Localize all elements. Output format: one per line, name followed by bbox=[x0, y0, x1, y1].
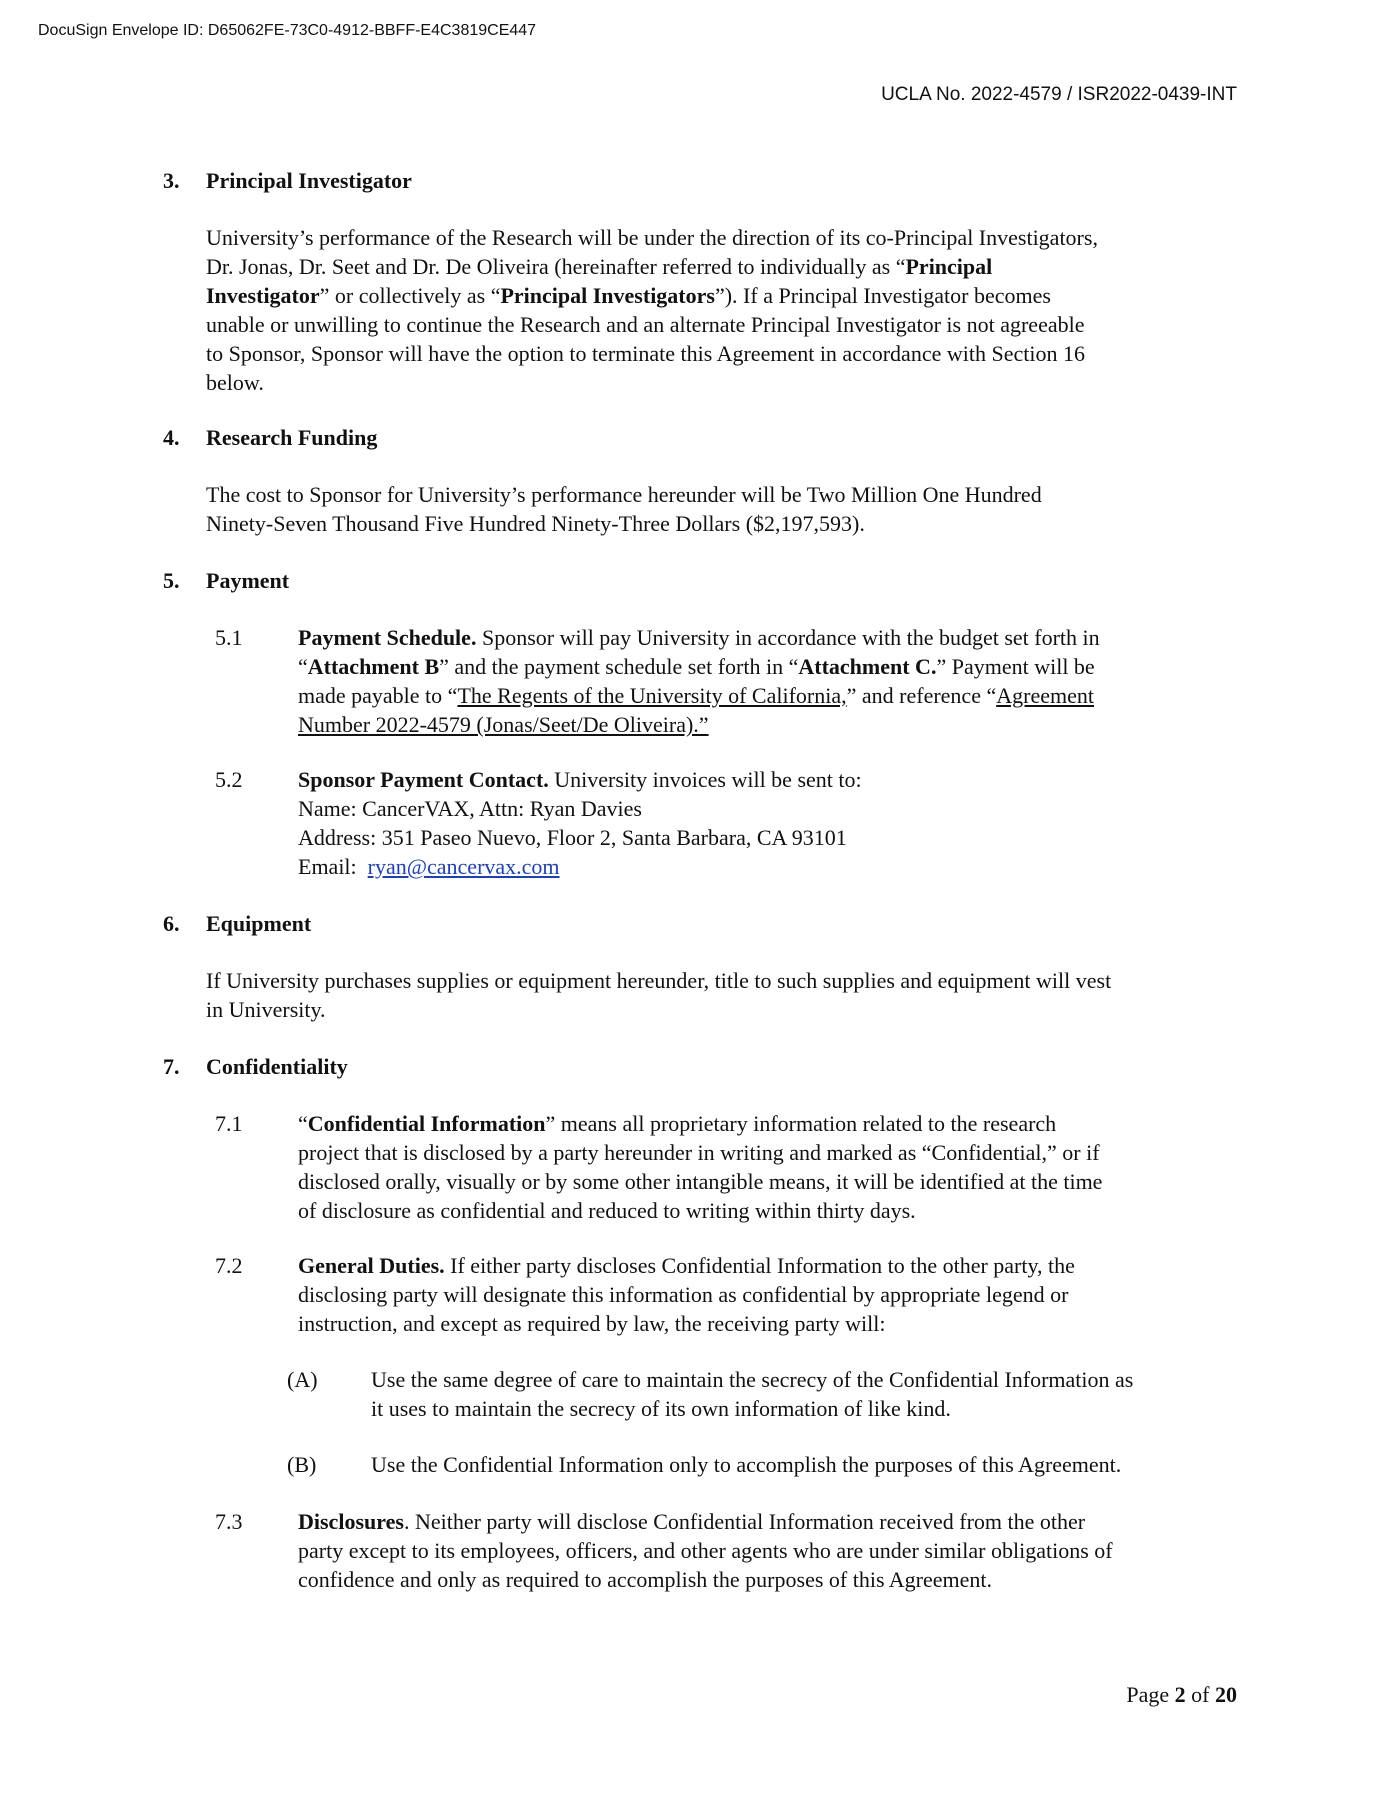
text-run: “ bbox=[298, 1111, 308, 1136]
subsection-5-2-number: 5.2 bbox=[215, 767, 243, 792]
subsection-5-1-text bbox=[298, 623, 1238, 739]
text-run: ”). If a Principal Investigator becomes bbox=[714, 283, 1051, 308]
section-6-line-2: in University. bbox=[206, 997, 326, 1022]
section-3-line-1: University’s performance of the Research will be under the direction of its co-Principal Investigators, bbox=[206, 225, 1098, 250]
section-5-number: 5. bbox=[163, 568, 180, 593]
subsection-5-1-line-3 bbox=[298, 681, 1238, 710]
subsection-7-2-number: 7.2 bbox=[215, 1253, 243, 1278]
section-3-line-6: below. bbox=[206, 370, 264, 395]
subsection-7-3-number: 7.3 bbox=[215, 1509, 243, 1534]
defined-term: Investigator bbox=[206, 283, 320, 308]
text-run: “ bbox=[298, 654, 308, 679]
section-6-paragraph bbox=[206, 966, 1236, 1024]
page-of: of bbox=[1185, 1682, 1215, 1707]
section-4-number: 4. bbox=[163, 425, 180, 450]
section-7-title: Confidentiality bbox=[206, 1054, 348, 1079]
subsection-7-1-line-3: disclosed orally, visually or by some other intangible means, it will be identified at the time bbox=[298, 1169, 1103, 1194]
subsection-heading: Disclosures bbox=[298, 1509, 404, 1534]
section-6-number: 6. bbox=[163, 911, 180, 936]
subsection-7-3-text bbox=[298, 1507, 1238, 1594]
subsection-heading: General Duties. bbox=[298, 1253, 445, 1278]
subsection-7-1-text bbox=[298, 1109, 1238, 1225]
email-link[interactable]: ryan@cancervax.com bbox=[367, 854, 560, 879]
payee-name: The Regents of the University of California, bbox=[457, 683, 847, 708]
contact-name: Name: CancerVAX, Attn: Ryan Davies bbox=[298, 796, 642, 821]
text-run: ” or collectively as “ bbox=[319, 283, 501, 308]
defined-term: Attachment C. bbox=[798, 654, 937, 679]
section-7-number: 7. bbox=[163, 1054, 180, 1079]
subsection-7-3-line-1 bbox=[298, 1507, 1238, 1536]
page-number bbox=[1126, 1680, 1237, 1709]
item-a-line-2: it uses to maintain the secrecy of its own information of like kind. bbox=[371, 1396, 951, 1421]
email-label: Email: bbox=[298, 854, 368, 879]
section-3-number: 3. bbox=[163, 168, 180, 193]
defined-term: Confidential Information bbox=[307, 1111, 546, 1136]
docusign-envelope-id: DocuSign Envelope ID: D65062FE-73C0-4912-BBFF-E4C3819CE447 bbox=[38, 22, 537, 39]
subsection-7-1-number: 7.1 bbox=[215, 1111, 243, 1136]
text-run: Dr. Jonas, Dr. Seet and Dr. De Oliveira (hereinafter referred to individually as “ bbox=[206, 254, 906, 279]
agreement-reference-number: UCLA No. 2022-4579 / ISR2022-0439-INT bbox=[881, 84, 1237, 105]
item-a-line-1: Use the same degree of care to maintain the secrecy of the Confidential Information as bbox=[371, 1367, 1134, 1392]
subsection-5-2-text bbox=[298, 765, 1238, 881]
subsection-7-3-line-2: party except to its employees, officers, and other agents who are under similar obligations of bbox=[298, 1538, 1113, 1563]
contact-email-line bbox=[298, 852, 1238, 881]
text-run: ” Payment will be bbox=[936, 654, 1095, 679]
section-4-line-2: Ninety-Seven Thousand Five Hundred Ninety-Three Dollars ($2,197,593). bbox=[206, 511, 865, 536]
contact-address: Address: 351 Paseo Nuevo, Floor 2, Santa Barbara, CA 93101 bbox=[298, 825, 847, 850]
subsection-7-1-line-4: of disclosure as confidential and reduced to writing within thirty days. bbox=[298, 1198, 916, 1223]
section-5-title: Payment bbox=[206, 568, 290, 593]
subsection-5-1-line-2 bbox=[298, 652, 1238, 681]
text-run: Sponsor will pay University in accordance with the budget set forth in bbox=[476, 625, 1100, 650]
defined-term: Principal Investigators bbox=[500, 283, 715, 308]
subsection-7-2-line-2: disclosing party will designate this information as confidential by appropriate legend or bbox=[298, 1282, 1069, 1307]
item-a-label: (A) bbox=[287, 1367, 318, 1392]
text-run: ” means all proprietary information related to the research bbox=[545, 1111, 1057, 1136]
subsection-heading: Sponsor Payment Contact. bbox=[298, 767, 549, 792]
section-3-line-3 bbox=[206, 281, 1236, 310]
section-4-paragraph bbox=[206, 480, 1236, 538]
text-run: . Neither party will disclose Confidential Information received from the other bbox=[403, 1509, 1086, 1534]
subsection-7-3-line-3: confidence and only as required to accomplish the purposes of this Agreement. bbox=[298, 1567, 993, 1592]
subsection-7-1-line-1 bbox=[298, 1109, 1238, 1138]
section-3-line-5: to Sponsor, Sponsor will have the option to terminate this Agreement in accordance with Section 16 bbox=[206, 341, 1085, 366]
text-run: If either party discloses Confidential Information to the other party, the bbox=[444, 1253, 1075, 1278]
subsection-7-1-line-2: project that is disclosed by a party hereunder in writing and marked as “Confidential,” or if bbox=[298, 1140, 1100, 1165]
section-6-title: Equipment bbox=[206, 911, 312, 936]
defined-term: Attachment B bbox=[307, 654, 440, 679]
subsection-5-1-number: 5.1 bbox=[215, 625, 243, 650]
subsection-7-2-line-1 bbox=[298, 1251, 1238, 1280]
subsection-heading: Payment Schedule. bbox=[298, 625, 477, 650]
text-run: made payable to “ bbox=[298, 683, 458, 708]
text-run: University invoices will be sent to: bbox=[548, 767, 862, 792]
section-3-title: Principal Investigator bbox=[206, 168, 412, 193]
subsection-5-1-line-1 bbox=[298, 623, 1238, 652]
item-a-text bbox=[371, 1365, 1239, 1423]
section-3-line-2 bbox=[206, 252, 1236, 281]
current-page: 2 bbox=[1174, 1682, 1186, 1707]
subsection-7-2-text bbox=[298, 1251, 1238, 1338]
item-b-line-1: Use the Confidential Information only to accomplish the purposes of this Agreement. bbox=[371, 1452, 1122, 1477]
section-3-line-4: unable or unwilling to continue the Research and an alternate Principal Investigator is not agreeable bbox=[206, 312, 1085, 337]
subsection-5-1-line-4: Number 2022-4579 (Jonas/Seet/De Oliveira).” bbox=[298, 712, 709, 737]
section-6-line-1: If University purchases supplies or equipment hereunder, title to such supplies and equipment will vest bbox=[206, 968, 1112, 993]
section-4-line-1: The cost to Sponsor for University’s performance hereunder will be Two Million One Hundred bbox=[206, 482, 1042, 507]
item-b-text bbox=[371, 1450, 1239, 1479]
defined-term: Principal bbox=[905, 254, 993, 279]
agreement-reference: Agreement bbox=[996, 683, 1094, 708]
subsection-5-2-line-1 bbox=[298, 765, 1238, 794]
text-run: ” and the payment schedule set forth in “ bbox=[439, 654, 799, 679]
section-3-paragraph bbox=[206, 223, 1236, 397]
page-label: Page bbox=[1126, 1682, 1175, 1707]
text-run: ” and reference “ bbox=[846, 683, 997, 708]
subsection-7-2-line-3: instruction, and except as required by law, the receiving party will: bbox=[298, 1311, 886, 1336]
item-b-label: (B) bbox=[287, 1452, 317, 1477]
total-pages: 20 bbox=[1215, 1682, 1237, 1707]
section-4-title: Research Funding bbox=[206, 425, 378, 450]
